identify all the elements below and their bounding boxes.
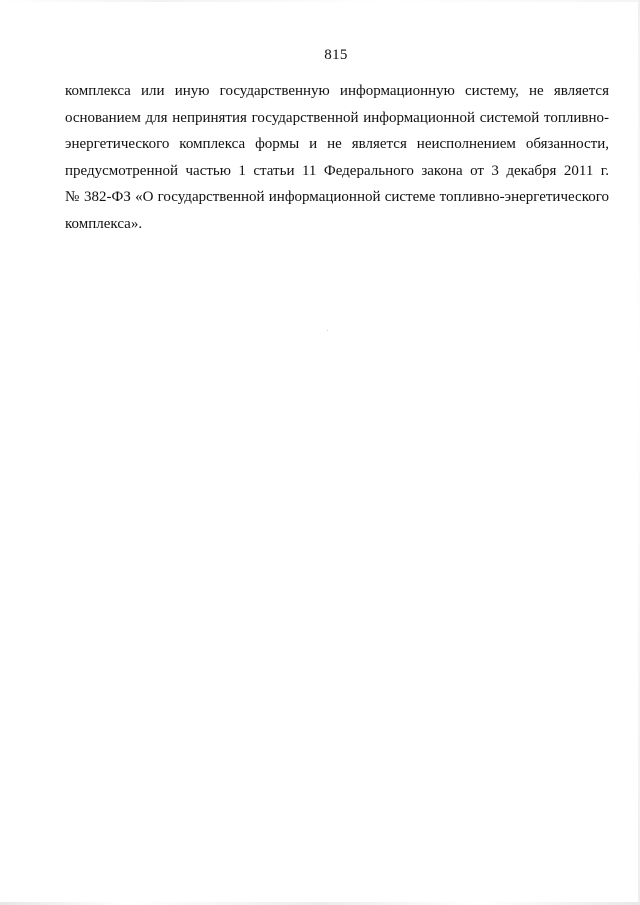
text-line: энергетического комплекса формы и не является неисполнением обязанности, xyxy=(65,136,609,153)
scan-speck xyxy=(327,330,328,331)
text-line: предусмотренной частью 1 статьи 11 Федерального закона от 3 декабря 2011 г. xyxy=(65,162,609,179)
text-line: комплекса или иную государственную информационную систему, не является xyxy=(65,83,609,99)
text-line: комплекса». xyxy=(65,215,143,232)
text-line: основанием для непринятия государственной информационной системой топливно- xyxy=(65,109,609,126)
body-paragraph xyxy=(65,78,609,238)
page-number: 815 xyxy=(324,47,348,63)
scan-edge-top xyxy=(0,0,640,2)
text-line: № 382-ФЗ «О государственной информационной системе топливно-энергетического xyxy=(65,189,609,206)
